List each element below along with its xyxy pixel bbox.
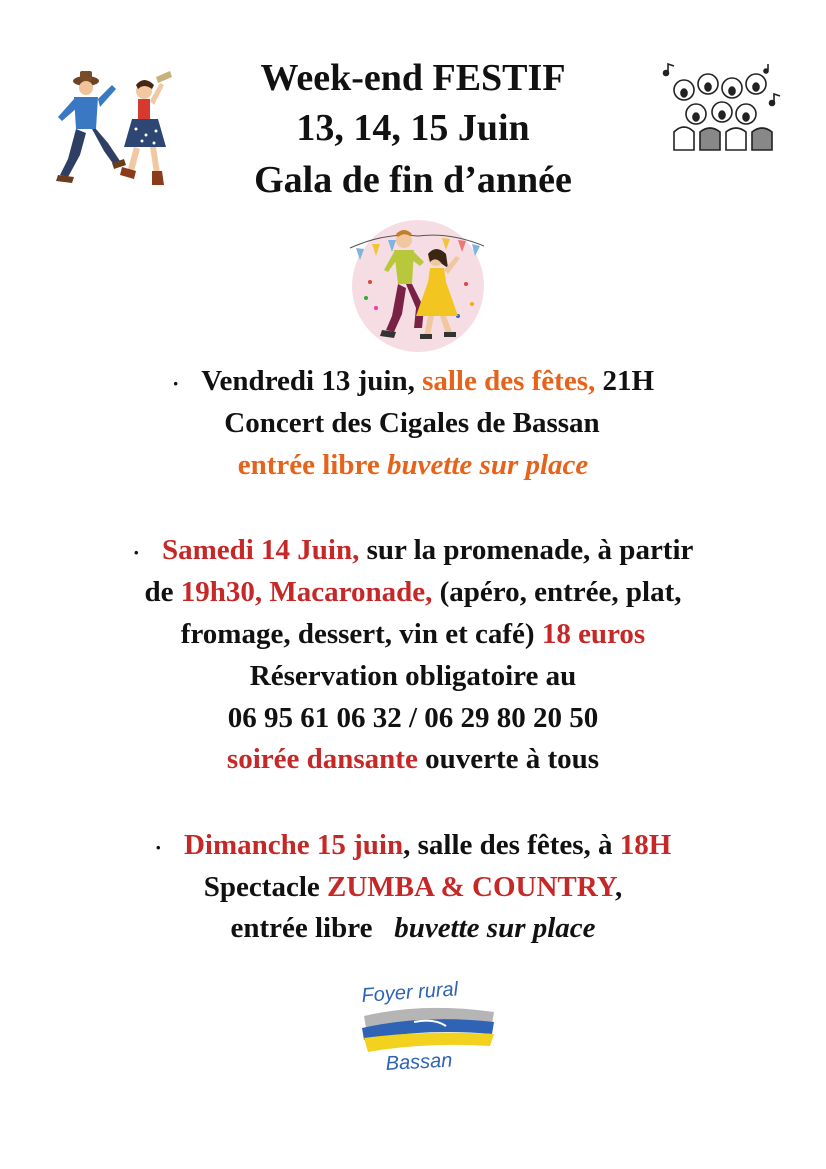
saturday-line-6	[0, 739, 826, 780]
logo-text-bottom: Bassan	[385, 1049, 453, 1075]
saturday-phones: 06 95 61 06 32 / 06 29 80 20 50	[227, 702, 599, 734]
sunday-venue: , salle des fêtes, à	[403, 829, 613, 861]
sunday-day: Dimanche 15 juin	[183, 829, 404, 861]
sunday-line-3	[0, 908, 826, 949]
sunday-show-name: ZUMBA & COUNTRY	[327, 871, 615, 903]
bullet-saturday: ·	[132, 539, 140, 565]
saturday-open: ouverte à tous	[425, 743, 600, 775]
saturday-price: 18 euros	[541, 618, 646, 650]
friday-line-1	[0, 361, 826, 404]
saturday-dance: soirée dansante	[226, 743, 418, 775]
sunday-line-1	[0, 825, 826, 868]
sunday-entry: entrée libre	[230, 912, 373, 944]
sunday-line-2	[0, 867, 826, 908]
friday-day: Vendredi 13 juin,	[201, 365, 415, 397]
bullet-sunday: ·	[154, 834, 162, 860]
sunday-time: 18H	[619, 829, 672, 861]
title-line-2: 13, 14, 15 Juin	[296, 107, 530, 149]
saturday-de: de	[144, 576, 174, 608]
logo-text-top: Foyer rural	[360, 978, 459, 1007]
saturday-reservation: Réservation obligatoire au	[249, 660, 577, 692]
sunday-show: Spectacle	[203, 871, 320, 903]
bullet-friday: ·	[171, 370, 180, 396]
friday-venue: salle des fêtes,	[422, 365, 596, 397]
saturday-time-event: 19h30, Macaronade,	[180, 576, 433, 608]
friday-entry: entrée libre	[237, 449, 380, 481]
saturday-menu-2: fromage, dessert, vin et café)	[180, 618, 535, 650]
party-couple-illustration	[346, 212, 488, 356]
friday-bar: buvette sur place	[386, 449, 589, 481]
saturday-line-2	[0, 572, 826, 613]
saturday-day: Samedi 14 Juin,	[161, 534, 360, 566]
saturday-line-3	[0, 614, 826, 655]
sunday-bar: buvette sur place	[394, 912, 596, 944]
foyer-rural-logo	[354, 972, 500, 1076]
friday-concert: Concert des Cigales de Bassan	[224, 407, 600, 439]
sunday-comma: ,	[614, 871, 623, 903]
title-line-3: Gala de fin d’année	[254, 159, 572, 201]
saturday-menu-1: (apéro, entrée, plat,	[439, 576, 682, 608]
saturday-place: sur la promenade, à partir	[366, 534, 694, 566]
friday-line-3	[0, 445, 826, 486]
saturday-line-1	[0, 530, 826, 573]
friday-time: 21H	[602, 365, 655, 397]
title-line-1: Week-end FESTIF	[260, 57, 566, 99]
